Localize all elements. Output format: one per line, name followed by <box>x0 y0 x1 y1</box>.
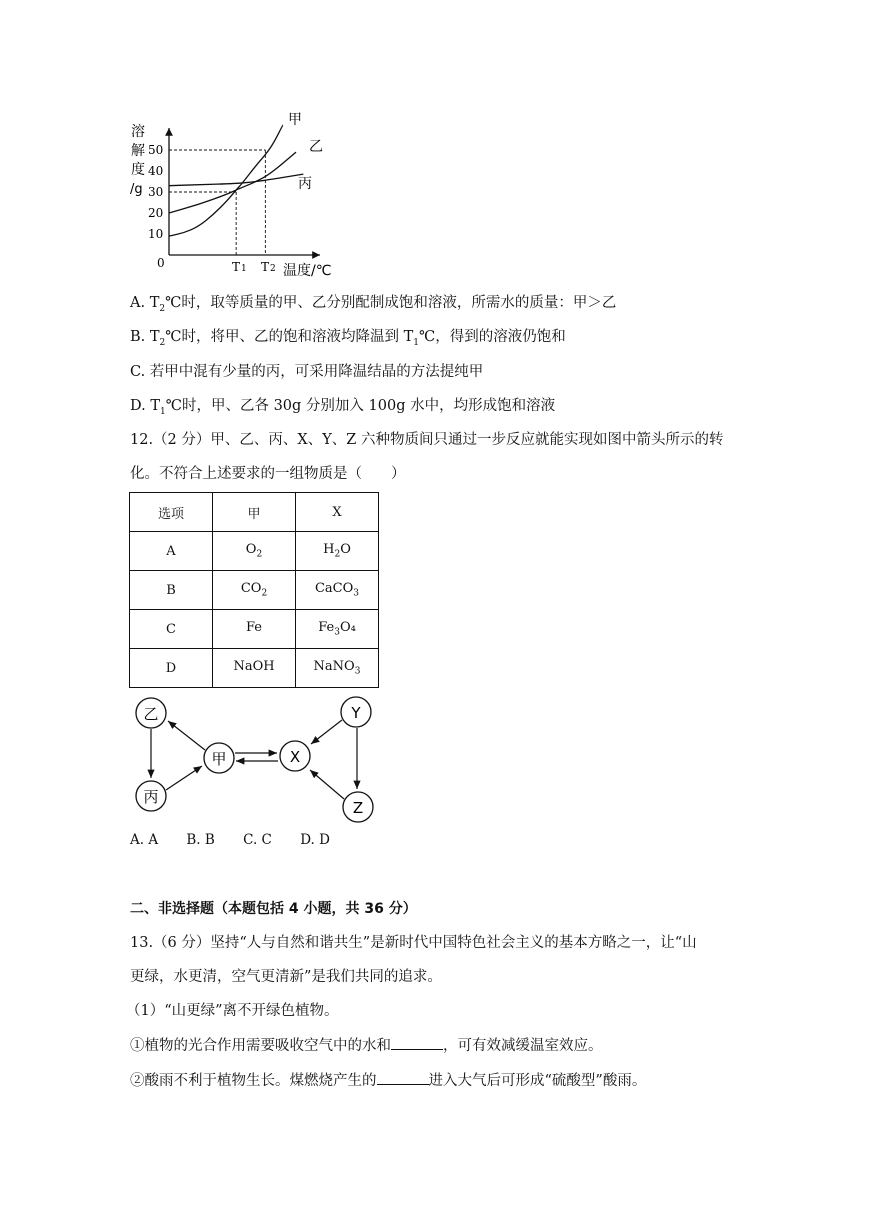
relation-diagram <box>128 692 380 842</box>
q11-option-c: C. 若甲中混有少量的丙，可采用降温结晶的方法提纯甲 <box>130 364 484 380</box>
curve-label-jia: 甲 <box>288 112 302 128</box>
x-tick-t2: T2 <box>261 260 276 274</box>
q12-options-table <box>129 492 379 688</box>
solubility-chart <box>120 100 350 285</box>
q13-subquestion-1: （1）“山更绿”离不开绿色植物。 <box>126 1003 339 1019</box>
q12-stem-line1: 12.（2 分）甲、乙、丙、X、Y、Z 六种物质间只通过一步反应就能实现如图中箭头所示的转 <box>130 432 724 448</box>
table-cell: B <box>130 571 213 610</box>
choice-b[interactable]: B. B <box>186 832 215 848</box>
q11-option-b: B. $T_2℃$时，将甲、乙的饱和溶液均降温到 $T_1℃$，得到的溶液仍饱和 <box>130 329 566 348</box>
choice-a[interactable]: A. A <box>130 832 159 848</box>
table-cell: Fe <box>213 610 296 649</box>
arrow-z-x <box>310 770 344 799</box>
y-tick-label: 10 <box>148 227 164 241</box>
y-tick-label: 30 <box>148 185 164 199</box>
node-label-jia: 甲 <box>211 750 227 768</box>
node-label-x: X <box>289 748 301 766</box>
y-title-char: 度 <box>131 162 145 178</box>
series-line <box>169 174 303 186</box>
table-row <box>130 649 379 688</box>
y-tick-label: 40 <box>148 164 164 178</box>
series-line <box>169 152 296 213</box>
q13-item-1: ①植物的光合作用需要吸收空气中的水和 ，可有效减缓温室效应。 <box>130 1035 603 1056</box>
y-title-char: 溶 <box>131 124 145 140</box>
q13-stem-line2: 更绿，水更清，空气更清新”是我们共同的追求。 <box>130 969 442 985</box>
table-cell: C <box>130 610 213 649</box>
q12-choices <box>130 830 354 850</box>
curve-label-yi: 乙 <box>309 139 323 155</box>
y-title-char: /g <box>130 182 143 197</box>
section-heading: 二、非选择题（本题包括 4 小题，共 36 分） <box>130 901 417 917</box>
table-cell: A <box>130 532 213 571</box>
node-label-z: Z <box>352 799 364 817</box>
y-tick-label: 20 <box>148 206 164 220</box>
table-cell: CaCO$_3$ <box>296 571 379 610</box>
table-cell: D <box>130 649 213 688</box>
x-tick-t1: T1 <box>232 260 247 274</box>
table-header-cell: X <box>296 493 379 532</box>
curve-label-bing: 丙 <box>298 176 312 192</box>
answer-blank[interactable] <box>391 1035 443 1050</box>
answer-blank[interactable] <box>377 1070 429 1085</box>
arrow-y-x <box>311 720 342 744</box>
q11-option-d: D. $T_1℃$时，甲、乙各 30g 分别加入 100g 水中，均形成饱和溶液 <box>130 398 556 417</box>
table-header-cell: 选项 <box>130 493 213 532</box>
choice-c[interactable]: C. C <box>243 832 272 848</box>
table-header-cell: 甲 <box>213 493 296 532</box>
table-row <box>130 532 379 571</box>
q13-item-2: ②酸雨不利于植物生长。煤燃烧产生的 进入大气后可形成“硫酸型”酸雨。 <box>130 1070 646 1091</box>
y-tick-labels <box>148 143 163 241</box>
table-row <box>130 571 379 610</box>
table-cell: $O_2$ <box>213 532 296 571</box>
arrow-bing-jia <box>166 766 202 790</box>
table-cell: $CO_2$ <box>213 571 296 610</box>
guide-lines <box>169 150 265 255</box>
x-axis-title: 温度/℃ <box>283 263 332 279</box>
node-label-yi: 乙 <box>143 705 159 723</box>
node-label-bing: 丙 <box>143 788 159 806</box>
node-label-y: Y <box>351 704 361 722</box>
table-cell: $H_2O$ <box>296 532 379 571</box>
q13-stem-line1: 13.（6 分）坚持“人与自然和谐共生”是新时代中国特色社会主义的基本方略之一，让“山 <box>130 935 697 951</box>
origin-label: 0 <box>157 256 165 270</box>
table-cell: NaOH <box>213 649 296 688</box>
table-row <box>130 610 379 649</box>
table-header-row <box>130 493 379 532</box>
choice-d[interactable]: D. D <box>300 832 330 848</box>
table-cell: $Fe_3O_4$ <box>296 610 379 649</box>
y-tick-label: 50 <box>148 143 164 157</box>
q12-stem-line2: 化。不符合上述要求的一组物质是（ ） <box>130 466 406 482</box>
y-title-char: 解 <box>131 143 145 159</box>
arrow-jia-yi <box>168 721 205 750</box>
q11-option-a: A. $T_2℃$时，取等质量的甲、乙分别配制成饱和溶液，所需水的质量：甲＞乙 <box>130 295 617 314</box>
table-cell: NaNO$_3$ <box>296 649 379 688</box>
